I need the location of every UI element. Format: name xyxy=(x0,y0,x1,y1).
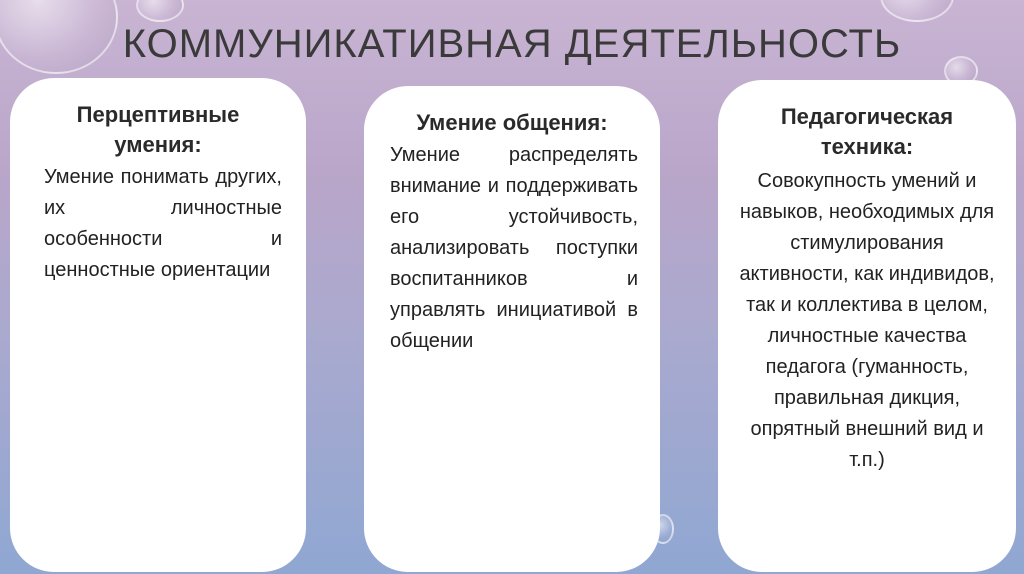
card-heading: Перцептивные умения: xyxy=(76,102,240,157)
slide-title: КОММУНИКАТИВНАЯ ДЕЯТЕЛЬНОСТЬ xyxy=(122,22,902,66)
card-text: Совокупность умений и навыков, необходимых для стимулирования активности, как индивидов, так и коллектива в целом, личностные качества педагога (гуманность, правильная дикция, опрятный внешний вид и т.п.) xyxy=(739,170,995,471)
card-communication-skills xyxy=(364,86,660,572)
card-heading: Педагогическая техника: xyxy=(780,104,954,159)
decorative-drop xyxy=(880,0,954,22)
card-heading: Умение общения: xyxy=(416,110,608,135)
card-text: Умение понимать других, их личностные особенности и ценностные ориентации xyxy=(44,166,282,281)
decorative-drop xyxy=(136,0,184,22)
card-pedagogical-technique xyxy=(718,80,1016,572)
card-text: Умение распределять внимание и поддерживать его устойчивость, анализировать поступки воспитанников и управлять инициативой в общении xyxy=(390,144,638,352)
card-perceptive-skills xyxy=(10,78,306,572)
